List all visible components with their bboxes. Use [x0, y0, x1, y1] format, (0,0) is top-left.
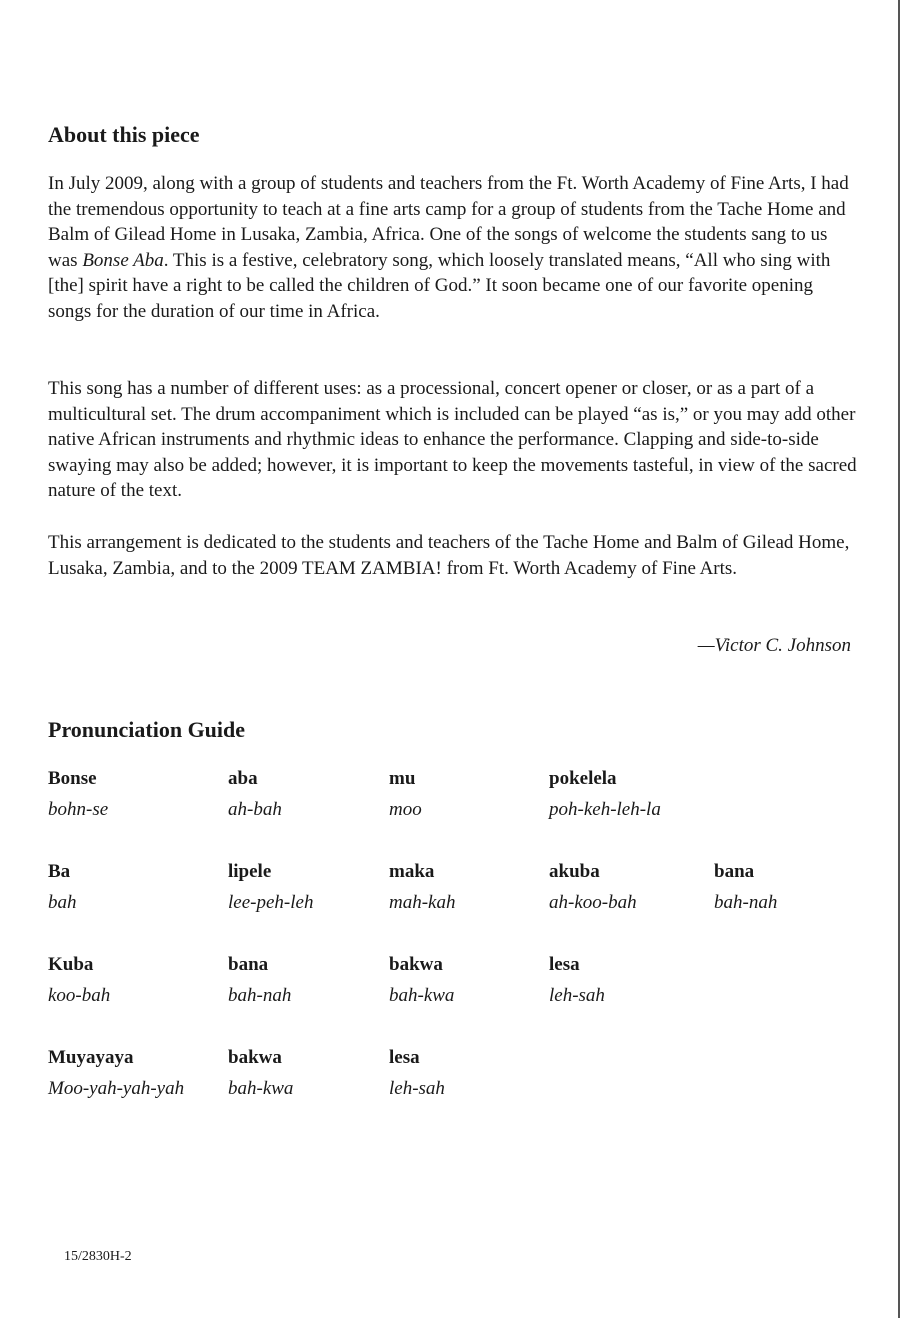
term-word: Kuba: [48, 954, 94, 975]
term-word: bana: [714, 861, 755, 882]
term-word: lipele: [228, 861, 272, 882]
term-word: Ba: [48, 861, 71, 882]
guide-term: [549, 860, 637, 915]
term-pronunciation: Moo-yah-yah-yah: [48, 1078, 185, 1099]
term-word: maka: [389, 861, 435, 882]
about-paragraph-1-text-a: In July 2009, along with a group of students and teachers from the Ft. Worth Academy of Fine Arts, I had the tremendous opportunity to teach at a fine arts camp for a group of students from the Tache Home and Balm of Gilead Home in Lusaka, Zambia, Africa. One of the songs of welcome the students sang to us was: [48, 173, 849, 271]
about-paragraph-1-text-b: . This is a festive, celebratory song, which loosely translated means, “All who sing with [the] spirit have a right to be called the children of God.” It soon became one of our favorite opening songs for the duration of our time in Africa.: [48, 249, 831, 322]
term-word: lesa: [549, 954, 580, 975]
guide-row: [48, 860, 860, 953]
term-word: bana: [228, 954, 269, 975]
guide-term: [389, 860, 455, 915]
term-word: pokelela: [549, 768, 617, 789]
guide-term: [549, 953, 605, 1008]
term-pronunciation: bah-nah: [714, 892, 778, 913]
term-pronunciation: koo-bah: [48, 985, 111, 1006]
guide-term: [714, 860, 777, 915]
term-pronunciation: bohn-se: [48, 799, 109, 820]
song-title: Bonse Aba: [82, 249, 164, 271]
guide-term: [228, 767, 282, 822]
term-word: Muyayaya: [48, 1047, 134, 1068]
about-paragraph-1: [48, 171, 860, 325]
catalog-number: 15/2830H-2: [64, 1249, 132, 1264]
term-word: akuba: [549, 861, 600, 882]
author-signature: —Victor C. Johnson: [697, 635, 851, 656]
guide-row: [48, 1046, 860, 1139]
guide-term: [389, 767, 422, 822]
guide-term: [228, 1046, 293, 1101]
term-pronunciation: bah-kwa: [389, 985, 455, 1006]
guide-term: [48, 1046, 184, 1101]
term-pronunciation: bah-kwa: [228, 1078, 294, 1099]
pronunciation-heading: Pronunciation Guide: [48, 717, 246, 742]
term-pronunciation: ah-bah: [228, 799, 282, 820]
guide-term: [549, 767, 661, 822]
term-pronunciation: moo: [389, 799, 422, 820]
about-paragraph-2: This song has a number of different uses: as a processional, concert opener or closer, or as a part of a multicultural set. The drum accompaniment which is included can be played “as is,” or you may add other native African instruments and rhythmic ideas to enhance the performance. Clapping and side-to-side swaying may also be added; however, it is important to keep the movements tasteful, in view of the sacred nature of the text.: [48, 378, 857, 502]
term-pronunciation: mah-kah: [389, 892, 456, 913]
term-pronunciation: bah: [48, 892, 77, 913]
about-paragraph-3: This arrangement is dedicated to the students and teachers of the Tache Home and Balm of Gilead Home, Lusaka, Zambia, and to the 2009 TEAM ZAMBIA! from Ft. Worth Academy of Fine Arts.: [48, 532, 850, 579]
guide-term: [389, 1046, 445, 1101]
guide-row: [48, 953, 860, 1046]
term-pronunciation: leh-sah: [549, 985, 605, 1006]
term-pronunciation: ah-koo-bah: [549, 892, 637, 913]
term-word: lesa: [389, 1047, 420, 1068]
guide-term: [48, 953, 110, 1008]
term-word: Bonse: [48, 768, 97, 789]
term-word: mu: [389, 768, 416, 789]
term-word: bakwa: [389, 954, 443, 975]
term-word: bakwa: [228, 1047, 282, 1068]
pronunciation-guide: [48, 767, 860, 1139]
term-word: aba: [228, 768, 258, 789]
term-pronunciation: bah-nah: [228, 985, 292, 1006]
guide-row: [48, 767, 860, 860]
guide-term: [389, 953, 454, 1008]
guide-term: [48, 767, 108, 822]
guide-term: [48, 860, 77, 915]
term-pronunciation: poh-keh-leh-la: [549, 799, 661, 820]
guide-term: [228, 860, 313, 915]
about-heading: About this piece: [48, 122, 200, 147]
term-pronunciation: lee-peh-leh: [228, 892, 314, 913]
term-pronunciation: leh-sah: [389, 1078, 445, 1099]
guide-term: [228, 953, 291, 1008]
